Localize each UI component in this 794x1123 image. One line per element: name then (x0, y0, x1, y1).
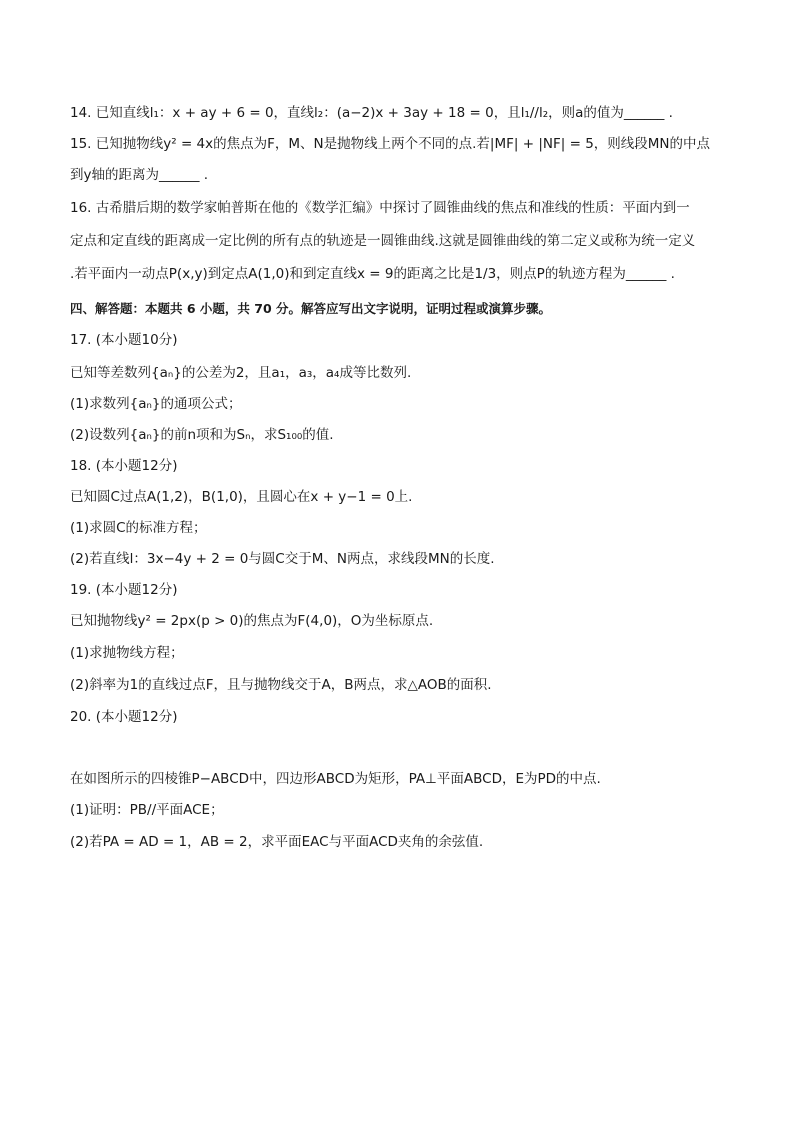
q17-stem: 已知等差数列{aₙ}的公差为2，且a₁，a₃，a₄成等比数列. (70, 365, 412, 381)
q20-part-2: (2)若PA = AD = 1，AB = 2，求平面EAC与平面ACD夹角的余弦值. (70, 834, 484, 850)
q20-part-1: (1)证明：PB//平面ACE； (70, 802, 224, 818)
q18-stem: 已知圆C过点A(1,2)，B(1,0)，且圆心在x + y−1 = 0上. (70, 489, 413, 505)
problem-16-line-1: 16. 古希腊后期的数学家帕普斯在他的《数学汇编》中探讨了圆锥曲线的焦点和准线的性质：平面内到一 (70, 200, 690, 216)
problem-14: 14. 已知直线l₁：x + ay + 6 = 0，直线l₂：(a−2)x + 3ay + 18 = 0，且l₁//l₂，则a的值为______ . (70, 105, 673, 121)
q17-part-1: (1)求数列{aₙ}的通项公式； (70, 396, 242, 412)
problem-16-line-3: .若平面内一动点P(x,y)到定点A(1,0)和到定直线x = 9的距离之比是1/3，则点P的轨迹方程为______ . (70, 266, 675, 282)
q19-part-2: (2)斜率为1的直线过点F，且与抛物线交于A，B两点，求△AOB的面积. (70, 677, 492, 693)
problem-15-line-2: 到y轴的距离为______ . (70, 167, 209, 183)
q17-header: 17. (本小题10分) (70, 332, 178, 348)
problem-15-line-1: 15. 已知抛物线y² = 4x的焦点为F，M、N是抛物线上两个不同的点.若|MF| + |NF| = 5，则线段MN的中点 (70, 136, 711, 152)
q18-part-2: (2)若直线l：3x−4y + 2 = 0与圆C交于M、N两点，求线段MN的长度. (70, 551, 495, 567)
q20-stem: 在如图所示的四棱锥P−ABCD中，四边形ABCD为矩形，PA⊥平面ABCD，E为PD的中点. (70, 771, 601, 787)
q18-part-1: (1)求圆C的标准方程； (70, 520, 207, 536)
section-4-heading: 四、解答题：本题共 6 小题，共 70 分。解答应写出文字说明，证明过程或演算步骤。 (70, 301, 552, 316)
q20-header: 20. (本小题12分) (70, 709, 178, 725)
q19-header: 19. (本小题12分) (70, 582, 178, 598)
q19-stem: 已知抛物线y² = 2px(p > 0)的焦点为F(4,0)，O为坐标原点. (70, 613, 434, 629)
q19-part-1: (1)求抛物线方程； (70, 645, 184, 661)
problem-16-line-2: 定点和定直线的距离成一定比例的所有点的轨迹是一圆锥曲线.这就是圆锥曲线的第二定义或称为统一定义 (70, 233, 696, 249)
q17-part-2: (2)设数列{aₙ}的前n项和为Sₙ，求S₁₀₀的值. (70, 427, 334, 443)
q18-header: 18. (本小题12分) (70, 458, 178, 474)
